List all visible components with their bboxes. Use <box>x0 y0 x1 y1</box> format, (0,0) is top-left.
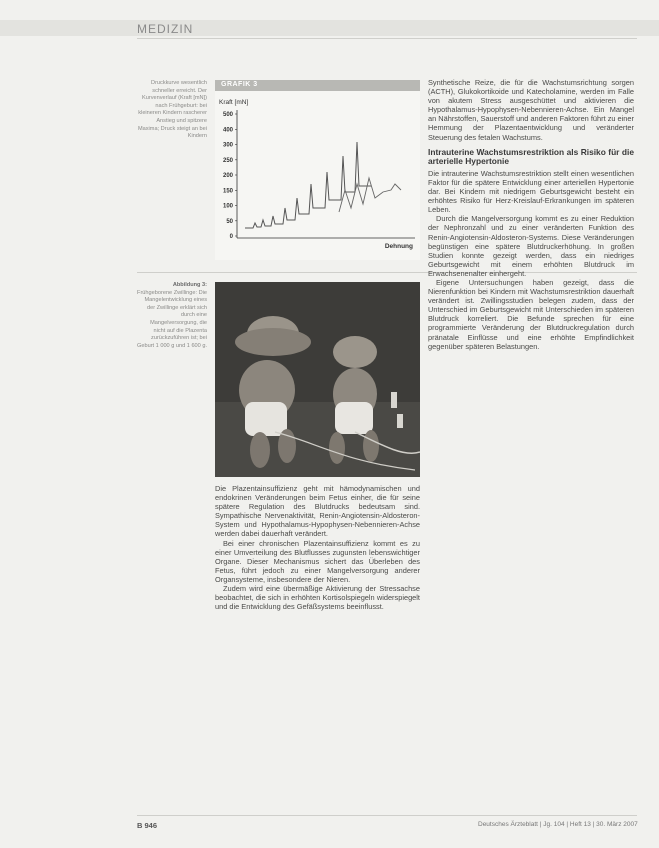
graph-ytick-label: 250 <box>222 157 233 164</box>
graph-ytick-label: 0 <box>229 234 233 240</box>
journal-info: Deutsches Ärzteblatt | Jg. 104 | Heft 13 | 30. März 2007 <box>478 821 638 828</box>
graph-ytick-label: 100 <box>222 203 233 210</box>
graph-curve-upper <box>245 142 371 228</box>
right-paragraph-3: Durch die Mangelversorgung kommt es zu einer Reduktion der Nephronzahl und zu einer veränderten Funktion des Renin-Angiotensin-Aldosteron-Systems. Diese Veränderungen begünstigen eine spätere Blutdruckerhöhung. In großen Studien konnte gezeigt werden, dass ein niedriges Geburtsgewicht mit einem erhöhten Blutdruck im Erwachsenenalter einhergeht. <box>428 214 634 278</box>
graph-ytick-label: 400 <box>222 127 233 134</box>
graph-ytick-label: 300 <box>222 142 233 149</box>
graph-xlabel: Dehnung <box>384 243 413 250</box>
graph-ytick-label: 200 <box>222 173 233 179</box>
twins-photo-drawing <box>215 282 420 477</box>
right-paragraph-4: Eigene Untersuchungen haben gezeigt, dass die Nierenfunktion bei Kindern mit Wachstumsrestriktion dauerhaft verändert ist. Zwillingsstudien belegen zudem, dass der Unterschied im Geburtsgewicht mit Unterschieden im späteren Blutdruck korreliert. Die Befunde sprechen für eine programmierte Veränderung der Blutdruckregulation durch pränatale Einflüsse und eine erhöhte Empfindlichkeit gegenüber späteren Belastungen. <box>428 277 634 351</box>
left-paragraph-3: Zudem wird eine übermäßige Aktivierung der Stressachse beobachtet, die sich in erhöhten Kortisolspiegeln widerspiegelt und die Entwicklung des Gefäßsystems beeinflusst. <box>215 584 420 612</box>
header-rule <box>137 38 637 39</box>
graph-ytick-label: 150 <box>222 188 233 195</box>
section-label: MEDIZIN <box>137 22 194 36</box>
photo-caption-text: Frühgeborene Zwillinge: Die Mangelentwicklung eines der Zwillinge erklärt sich durch eine Mangelversorgung, die nicht auf die Plazenta zurückzuführen ist; bei Geburt 1 000 g und 1 600 g. <box>137 289 207 349</box>
graph-ytick-label: 500 <box>222 112 233 118</box>
left-paragraph-1: Die Plazentainsuffizienz geht mit hämodynamischen und endokrinen Veränderungen beim Fetus einher, die für seine spätere Regulation des Blutdrucks bedeutsam sind. Sympathische Nervenaktivität, Renin-Angiotensin-Aldosteron-System und Hypothalamus-Hypophysen-Nebennieren-Achse werden dabei dauerhaft verändert. <box>215 484 420 539</box>
header-band <box>0 20 659 36</box>
left-text-column <box>215 484 420 611</box>
graph-yticks <box>223 112 237 240</box>
graph-ytick-label: 50 <box>226 218 233 225</box>
graph-side-caption: Druckkurve wesentlich schneller erreicht. Der Kurvenverlauf (Kraft [mN]) nach Frühgeburt: bei kleineren Kindern rascherer Anstieg und spitzere Maxima; Druck steigt an bei Kindern <box>137 80 207 140</box>
photo-side-caption <box>137 282 207 350</box>
graph-title: GRAFIK 3 <box>221 81 258 88</box>
graph-svg <box>215 80 420 260</box>
twins-photo <box>215 282 420 477</box>
right-text-column <box>428 78 634 351</box>
footer-rule <box>137 815 637 816</box>
graph-figure <box>215 80 420 260</box>
right-paragraph-1: Synthetische Reize, die für die Wachstumsrichtung sorgen (ACTH), Glukokortikoide und Katecholamine, werden im Falle von akutem Stress ausgeschüttet und aktivieren die Hypothalamus-Hypophysen-Nebennieren-Achse. Ein Mangel an Nährstoffen, Sauerstoff und anderen Faktoren führt zu einer Hemmung der Plazentaentwicklung und veränderter Steuerung des fetalen Wachstums. <box>428 78 634 142</box>
section-heading: Intrauterine Wachstumsrestriktion als Risiko für die arterielle Hypertonie <box>428 146 634 167</box>
graph-ylabel: Kraft [mN] <box>219 99 249 106</box>
graph-curve-lower <box>339 178 401 212</box>
page-number: B 946 <box>137 821 158 830</box>
right-paragraph-2: Die intrauterine Wachstumsrestriktion stellt einen wesentlichen Faktor für die spätere Entwicklung einer arteriellen Hypertonie dar. Bei Kindern mit niedrigem Geburtsgewicht besteht ein erhöhtes Risiko für Herz-Kreislauf-Erkrankungen im späteren Leben. <box>428 168 634 215</box>
left-paragraph-2: Bei einer chronischen Plazentainsuffizienz kommt es zu einer Umverteilung des Blutflusses zugunsten lebenswichtiger Organe. Dieser Mechanismus sichert das Überleben des Fetus, führt jedoch zu einer Mangelversorgung anderer Organsysteme, insbesondere der Nieren. <box>215 538 420 584</box>
photo-caption-label: Abbildung 3: <box>172 282 207 288</box>
